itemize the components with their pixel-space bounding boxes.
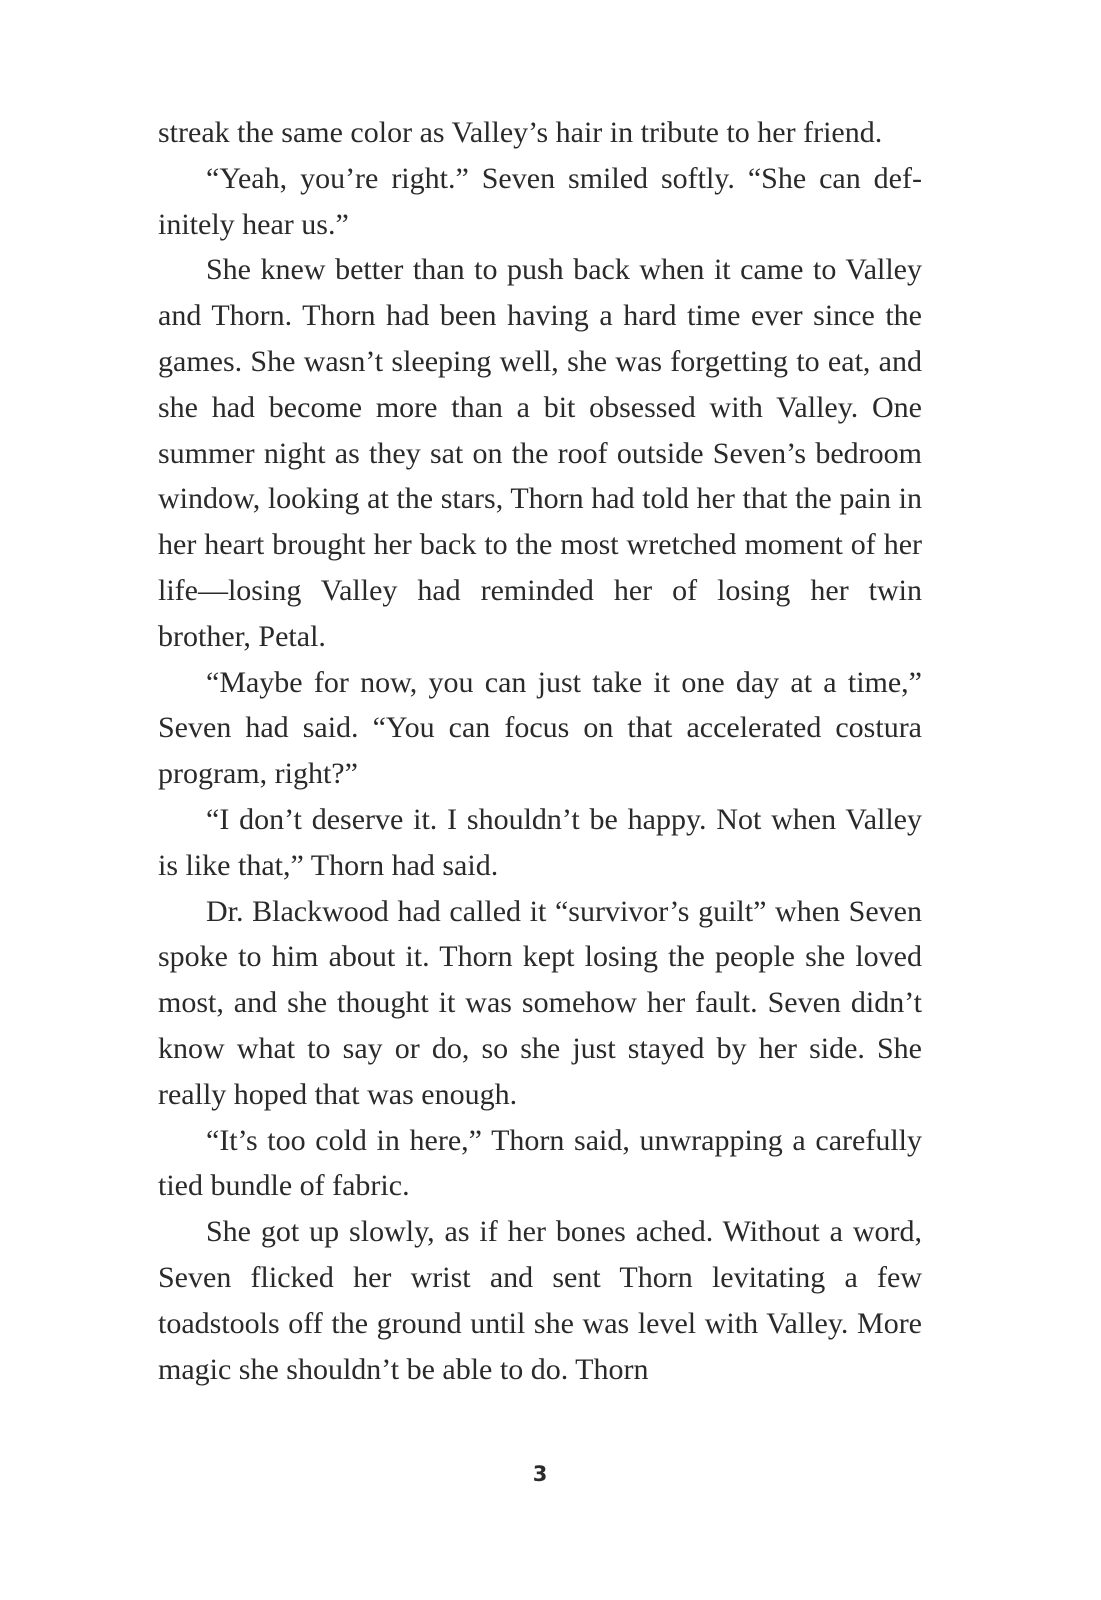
paragraph-3: She knew better than to push back when it came to Valley and Thorn. Thorn had been having a hard time ever since the games. She wasn’t sleeping well, she was forgetting to eat, and she had become more than a bit obsessed with Valley. One summer night as they sat on the roof outside Seven’s bedroom window, looking at the stars, Thorn had told her that the pain in her heart brought her back to the most wretched moment of her life—losing Valley had reminded her of losing her twin brother, Petal.	[158, 253, 922, 653]
paragraph-5: “I don’t deserve it. I shouldn’t be happy. Not when Valley is like that,” Thorn had said.	[158, 802, 922, 882]
paragraph-8: She got up slowly, as if her bones ached. Without a word, Seven flicked her wrist and sent Thorn levitating a few toadstools off the ground until she was level with Valley. More magic she shouldn’t be able to do. Thorn	[158, 1215, 922, 1386]
paragraph-7: “It’s too cold in here,” Thorn said, unwrapping a carefully tied bundle of fabric.	[158, 1123, 922, 1203]
paragraph-6: Dr. Blackwood had called it “survivor’s guilt” when Seven spoke to him about it. Thorn kept losing the people she loved most, and she thought it was somehow her fault. Seven didn’t know what to say or do, so she just stayed by her side. She really hoped that was enough.	[158, 894, 922, 1111]
paragraph-2: “Yeah, you’re right.” Seven smiled softly. “She can definitely hear us.”	[158, 161, 922, 241]
paragraph-1: streak the same color as Valley’s hair in tribute to her friend.	[158, 116, 883, 149]
paragraph-4: “Maybe for now, you can just take it one day at a time,” Seven had said. “You can focus on that accelerated costura program, right?”	[158, 665, 922, 791]
page-number: 3	[532, 1462, 548, 1486]
page-body	[158, 110, 922, 1392]
